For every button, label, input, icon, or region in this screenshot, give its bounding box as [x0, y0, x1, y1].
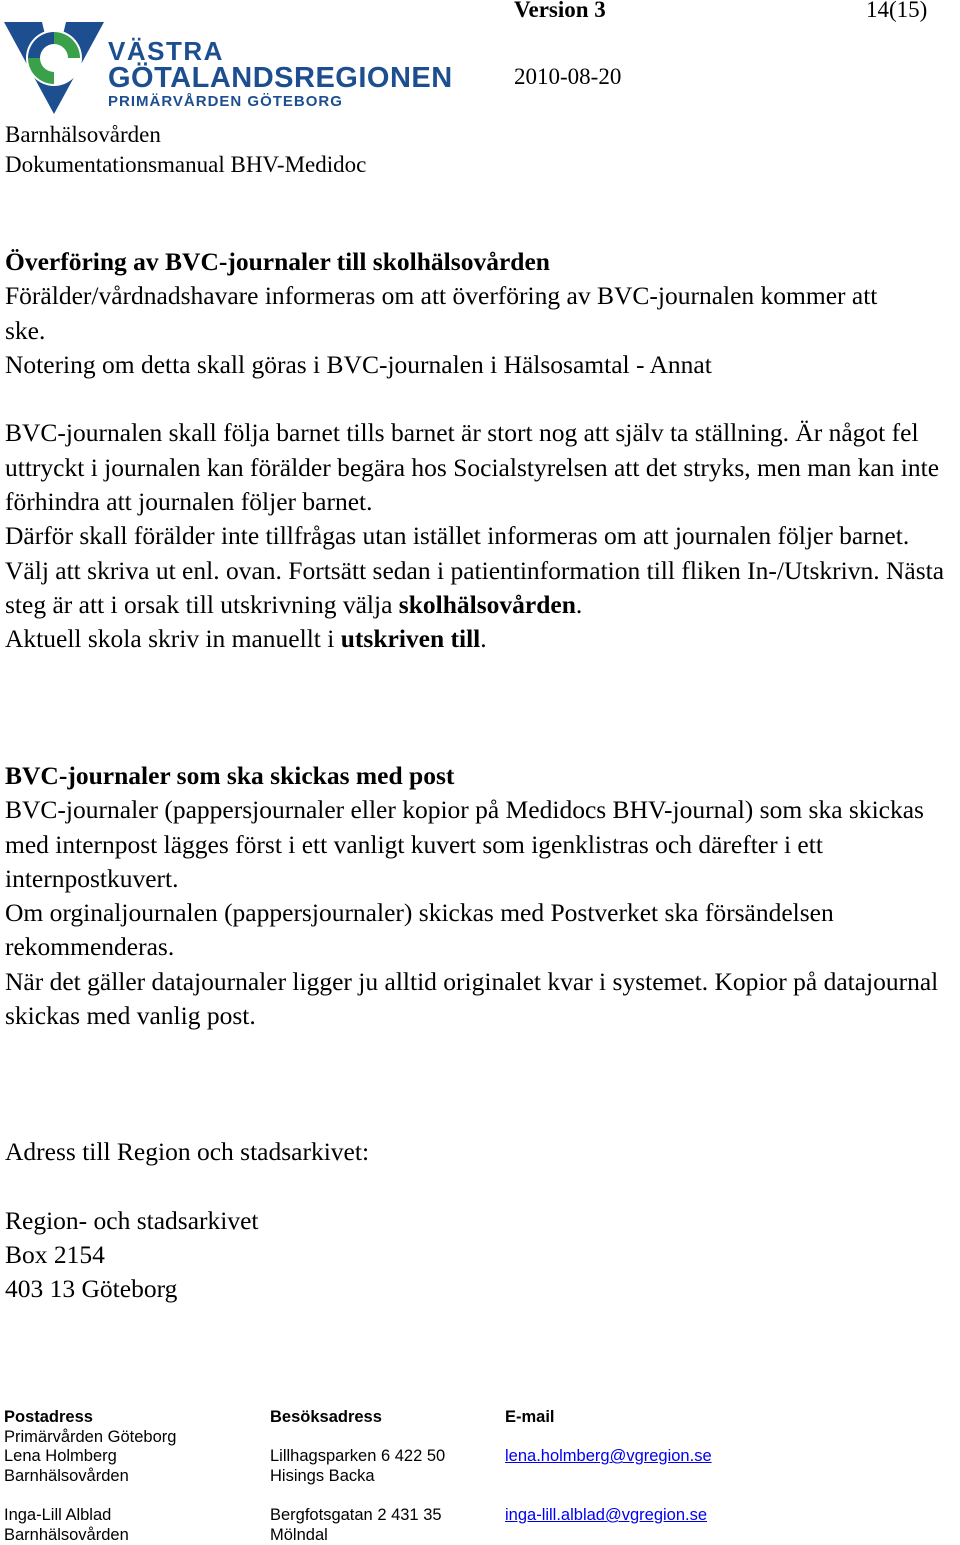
logo-line-3: PRIMÄRVÅRDEN GÖTEBORG [108, 93, 343, 110]
section-heading: BVC-journaler som ska skickas med post [5, 761, 455, 790]
paragraph: Om orginaljournalen (pappersjournaler) skickas med Postverket ska försändelsen rekommenderas. [5, 898, 834, 962]
paragraph: Förälder/vårdnadshavare informeras om att överföring av BVC-journalen kommer att ske. [5, 281, 878, 345]
emphasis: utskriven till [340, 624, 481, 654]
text-run: Aktuell skola skriv in manuellt i [5, 624, 341, 654]
manual-title: Dokumentationsmanual BHV-Medidoc [5, 152, 367, 177]
footer-line [270, 1486, 275, 1504]
vgr-logo [4, 22, 453, 114]
version-label: Version 3 [514, 0, 606, 22]
footer-header: E-mail [505, 1408, 555, 1426]
section-heading: Överföring av BVC-journaler till skolhälsovården [5, 247, 550, 276]
spacer [5, 382, 960, 416]
footer-line: Barnhälsovården [4, 1525, 129, 1544]
footer-line: Mölndal [270, 1525, 328, 1544]
archive-address [5, 1135, 960, 1306]
paragraph: Därför skall förälder inte tillfrågas utan istället informeras om att journalen följer barnet. [5, 521, 910, 551]
footer-line [4, 1486, 9, 1504]
paragraph [5, 554, 960, 623]
footer-line: Hisings Backa [270, 1466, 375, 1485]
footer-header: Besöksadress [270, 1408, 382, 1426]
section-transfer-school [5, 245, 960, 657]
document-date: 2010-08-20 [514, 64, 622, 89]
footer-line: Primärvården Göteborg [4, 1427, 177, 1446]
address-line: Box 2154 [5, 1239, 105, 1269]
footer-line [270, 1428, 275, 1446]
paragraph: Notering om detta skall göras i BVC-journalen i Hälsosamtal - Annat [5, 349, 712, 379]
footer-header: Postadress [4, 1408, 93, 1426]
paragraph: BVC-journaler (pappersjournaler eller kopior på Medidocs BHV-journal) som ska skickas med internpost lägges först i ett vanligt kuvert som igenklistras och därefter i ett internpostkuvert. [5, 795, 924, 893]
paragraph: BVC-journalen skall följa barnet tills barnet är stort nog att själv ta ställning. Är något fel uttryckt i journalen kan förälder begära hos Socialstyrelsen att det stryks, men man kan inte förhindra att journalen följer barnet. [5, 418, 940, 517]
text-run: Välj att skriva ut enl. ovan. Fortsätt sedan i patientinformation till fliken In-/Utskrivn. Nästa steg är att i orsak till utskrivning välja [5, 555, 945, 619]
paragraph: När det gäller datajournaler ligger ju alltid originalet kvar i systemet. Kopior på datajournal skickas med vanlig post. [5, 966, 939, 1031]
footer-line [505, 1467, 510, 1485]
footer-line: Inga-Lill Alblad [4, 1505, 112, 1524]
footer-line: Barnhälsovården [4, 1466, 129, 1485]
footer-postal-column [4, 1408, 176, 1545]
spacer [5, 1169, 960, 1203]
section-mail-journals [5, 759, 960, 1033]
footer-email-column [505, 1408, 712, 1526]
footer-line [505, 1486, 510, 1504]
footer-line: Lena Holmberg [4, 1447, 117, 1466]
logo-line-2: GÖTALANDSREGIONEN [108, 62, 453, 94]
address-line: 403 13 Göteborg [5, 1274, 178, 1304]
page-number: 14(15) [866, 0, 928, 22]
email-link[interactable]: inga-lill.alblad@vgregion.se [505, 1505, 708, 1524]
vgr-logo-mark-icon [4, 22, 108, 114]
text-run: . [575, 589, 583, 619]
address-line: Region- och stadsarkivet [5, 1205, 259, 1235]
footer-line: Bergfotsgatan 2 431 35 [270, 1505, 442, 1524]
logo-line-1: VÄSTRA [108, 36, 224, 66]
footer-line [505, 1428, 510, 1446]
text-run: . [480, 624, 487, 654]
footer-line: Lillhagsparken 6 422 50 [270, 1447, 446, 1466]
footer-visit-column [270, 1408, 445, 1545]
emphasis: skolhälsovården [398, 589, 576, 619]
email-link[interactable]: lena.holmberg@vgregion.se [505, 1447, 712, 1466]
address-label: Adress till Region och stadsarkivet: [5, 1137, 370, 1166]
paragraph [5, 622, 960, 656]
department-name: Barnhälsovården [5, 122, 161, 147]
